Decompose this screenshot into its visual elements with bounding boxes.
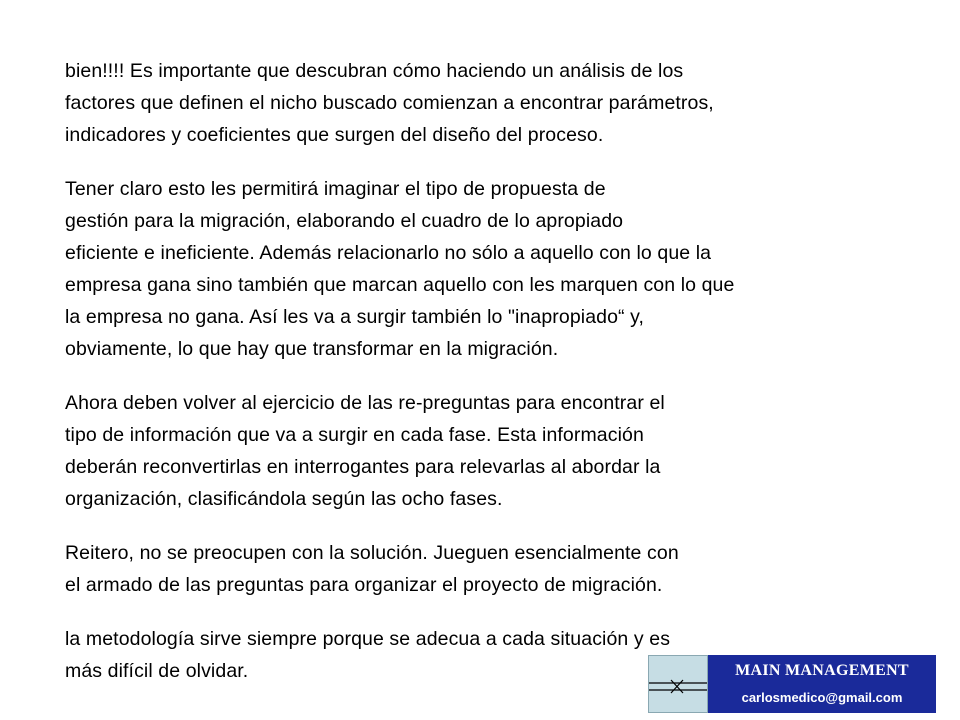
logo — [648, 655, 708, 713]
text-line: obviamente, lo que hay que transformar en la migración. — [65, 338, 559, 360]
crossed-lines-icon — [649, 656, 707, 712]
text-line: indicadores y coeficientes que surgen del diseño del proceso. — [65, 124, 604, 146]
text-line: bien!!!! Es importante que descubran cómo haciendo un análisis de los — [65, 60, 684, 82]
paragraph-3 — [65, 387, 935, 515]
brand-name: MAIN MANAGEMENT — [735, 662, 909, 679]
document-body — [65, 55, 935, 709]
text-line: el armado de las preguntas para organizar el proyecto de migración. — [65, 574, 663, 596]
text-line: deberán reconvertirlas en interrogantes para relevarlas al abordar la — [65, 456, 661, 478]
paragraph-2 — [65, 173, 935, 365]
contact-email: carlosmedico@gmail.com — [741, 690, 903, 705]
paragraph-4 — [65, 537, 935, 601]
text-line: Reitero, no se preocupen con la solución. Jueguen esencialmente con — [65, 542, 679, 564]
text-line: tipo de información que va a surgir en cada fase. Esta información — [65, 424, 644, 446]
text-line: la empresa no gana. Así les va a surgir también lo "inapropiado“ y, — [65, 306, 645, 328]
text-line: eficiente e ineficiente. Además relacionarlo no sólo a aquello con lo que la — [65, 242, 712, 264]
text-line: factores que definen el nicho buscado comienzan a encontrar parámetros, — [65, 92, 714, 114]
text-line: gestión para la migración, elaborando el cuadro de lo apropiado — [65, 210, 624, 232]
text-line: organización, clasificándola según las ocho fases. — [65, 488, 503, 510]
text-line: Tener claro esto les permitirá imaginar el tipo de propuesta de — [65, 178, 606, 200]
footer-banner — [648, 655, 936, 713]
text-line: la metodología sirve siempre porque se adecua a cada situación y es — [65, 628, 671, 650]
paragraph-1 — [65, 55, 935, 151]
text-line: empresa gana sino también que marcan aquello con les marquen con lo que — [65, 274, 735, 296]
brand-box — [708, 655, 936, 713]
text-line: más difícil de olvidar. — [65, 660, 249, 682]
text-line: Ahora deben volver al ejercicio de las re-preguntas para encontrar el — [65, 392, 665, 414]
